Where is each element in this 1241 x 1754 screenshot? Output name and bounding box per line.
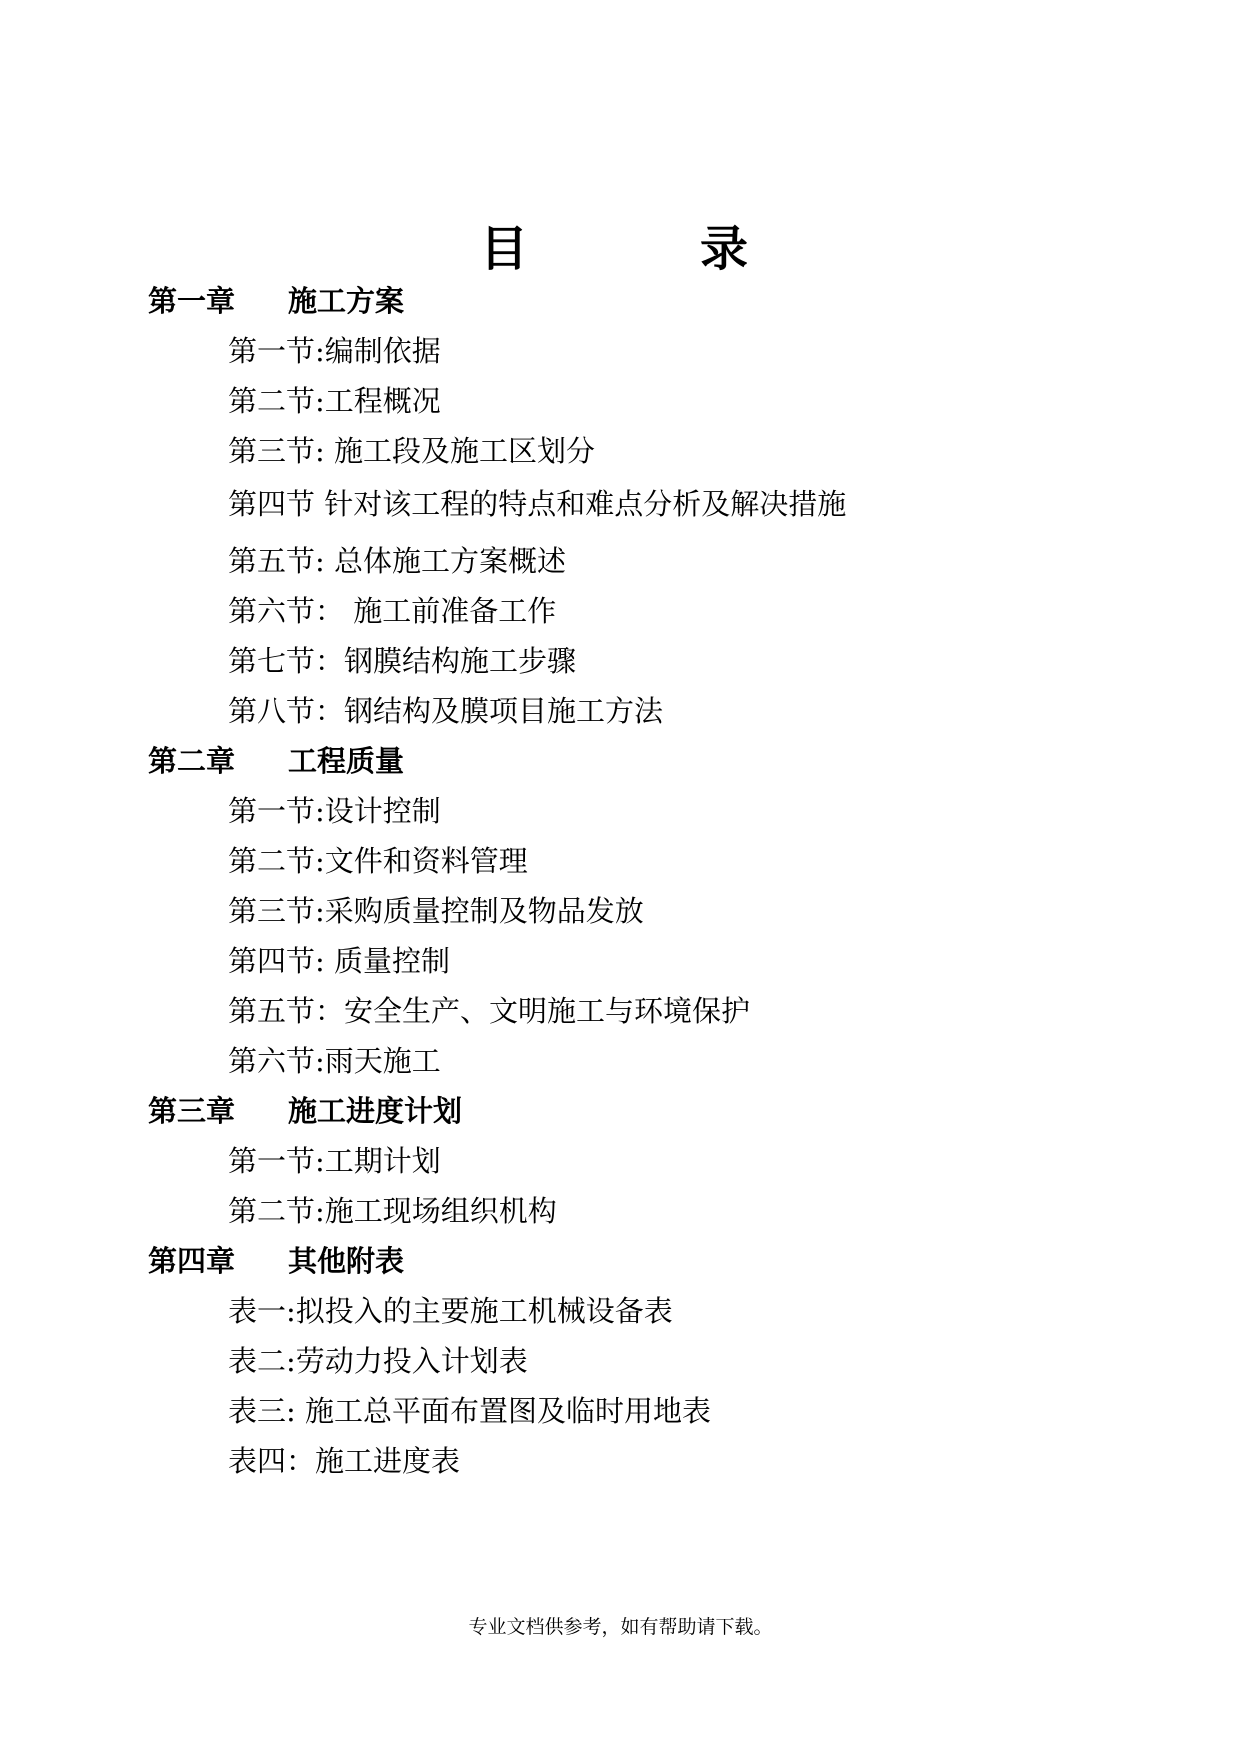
table-of-contents [0,276,1241,1486]
toc-item: 第二节:文件和资料管理 [228,844,528,878]
toc-item: 第四节: 质量控制 [228,944,450,978]
footer-note: 专业文档供参考，如有帮助请下载。 [468,1616,773,1638]
page-title [480,210,780,277]
toc-item: 第二节:施工现场组织机构 [228,1194,557,1228]
chapter-name: 施工进度计划 [288,1094,463,1128]
chapter-heading-4 [0,1236,1241,1286]
chapter-number: 第一章 [148,284,236,318]
title-part-1: 目 [480,221,529,277]
toc-item: 第五节：安全生产、文明施工与环境保护 [228,994,751,1028]
chapter-heading-2 [0,736,1241,786]
toc-item: 第一节:设计控制 [228,794,441,828]
chapter-number: 第四章 [148,1244,236,1278]
toc-item: 第三节:采购质量控制及物品发放 [228,894,644,928]
toc-item: 第五节: 总体施工方案概述 [228,544,566,578]
toc-item: 表一:拟投入的主要施工机械设备表 [228,1294,673,1328]
title-part-2: 录 [700,221,749,277]
toc-item: 第七节：钢膜结构施工步骤 [228,644,577,678]
toc-item: 第八节：钢结构及膜项目施工方法 [228,694,664,728]
chapter-name: 施工方案 [288,284,405,318]
chapter-heading-3 [0,1086,1241,1136]
toc-item: 第六节： 施工前准备工作 [228,594,557,628]
toc-item: 表二:劳动力投入计划表 [228,1344,528,1378]
toc-item: 第六节:雨天施工 [228,1044,441,1078]
chapter-number: 第三章 [148,1094,236,1128]
chapter-number: 第二章 [148,744,236,778]
toc-item: 表四：施工进度表 [228,1444,461,1478]
toc-item: 表三: 施工总平面布置图及临时用地表 [228,1394,711,1428]
toc-item: 第一节:工期计划 [228,1144,441,1178]
chapter-name: 工程质量 [288,744,405,778]
toc-item: 第一节:编制依据 [228,334,441,368]
chapter-heading-1 [0,276,1241,326]
toc-item: 第四节 针对该工程的特点和难点分析及解决措施 [228,487,847,521]
toc-item: 第三节: 施工段及施工区划分 [228,434,595,468]
chapter-name: 其他附表 [288,1244,405,1278]
toc-item: 第二节:工程概况 [228,384,441,418]
